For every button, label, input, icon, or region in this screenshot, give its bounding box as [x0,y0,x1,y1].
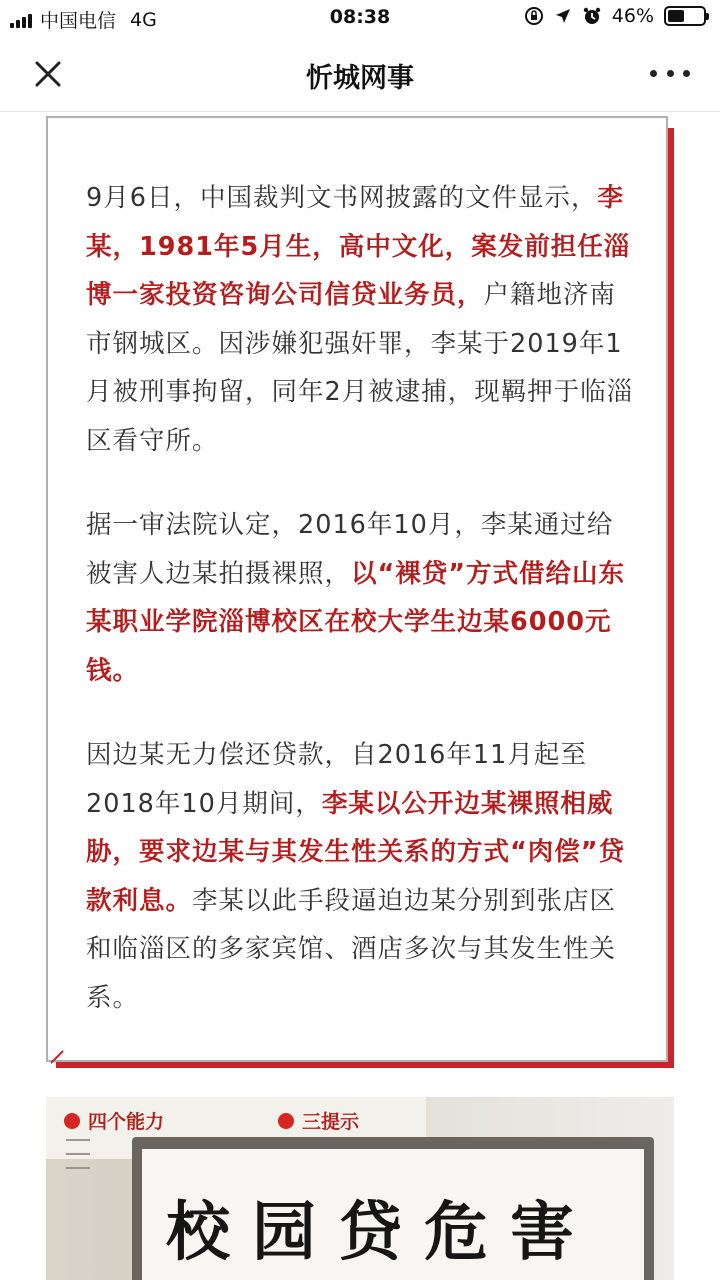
text-span: 李某以此手段逼迫边某分别到张店区和临淄区的多家宾馆、酒店多次与其发生性关系。 [86,885,617,1013]
red-dot-icon [64,1113,80,1129]
battery-percent: 46% [611,5,654,27]
photo-label-1 [64,1107,164,1134]
battery-fill [668,10,684,22]
page-title: 忻城网事 [306,63,414,94]
battery-icon [664,6,706,26]
highlight-span: 李某以公开边某裸照相威胁，要求边某与其发生性关系的方式“肉偿”贷款利息。 [86,788,626,916]
corner-decoration [50,1050,64,1064]
highlight-span: 李某，1981年5月生，高中文化，案发前担任淄博一家投资咨询公司信贷业务员， [86,183,631,310]
paragraph-2 [86,501,634,695]
paragraph-1 [86,174,634,465]
text-span: 9月6日，中国裁判文书网披露的文件显示， [86,183,598,213]
red-dot-icon [278,1113,294,1129]
location-icon [554,7,572,25]
photo-label-1-text: 四个能力 [88,1111,165,1133]
paragraph-3 [86,731,634,1022]
network-type: 4G [130,8,157,31]
nav-bar [0,36,720,112]
article-photo [46,1097,674,1280]
photo-board-lines [66,1139,106,1181]
status-right [524,5,706,27]
alarm-icon [582,6,602,26]
carrier-name: 中国电信 [40,10,117,32]
more-icon[interactable] [650,58,690,88]
photo-label-2 [278,1107,359,1134]
photo-label-2-text: 三提示 [302,1111,360,1133]
highlight-span: 以“裸贷”方式借给山东某职业学院淄博校区在校大学生边某6000元钱。 [86,558,626,686]
article-content [86,174,634,1058]
text-span: 户籍地济南市钢城区。因涉嫌犯强奸罪，李某于2019年1月被刑事拘留，同年2月被逮捕，现羁押于临淄区看守所。 [86,280,634,456]
status-bar [0,0,720,36]
lock-rotation-icon [524,6,544,26]
photo-sign-text: 校园贷危害 [166,1195,596,1270]
status-time: 08:38 [329,6,391,28]
text-span: 因边某无力偿还贷款，自2016年11月起至2018年10月期间， [86,740,587,819]
text-span: 据一审法院认定，2016年10月，李某通过给被害人边某拍摄裸照， [86,510,614,589]
